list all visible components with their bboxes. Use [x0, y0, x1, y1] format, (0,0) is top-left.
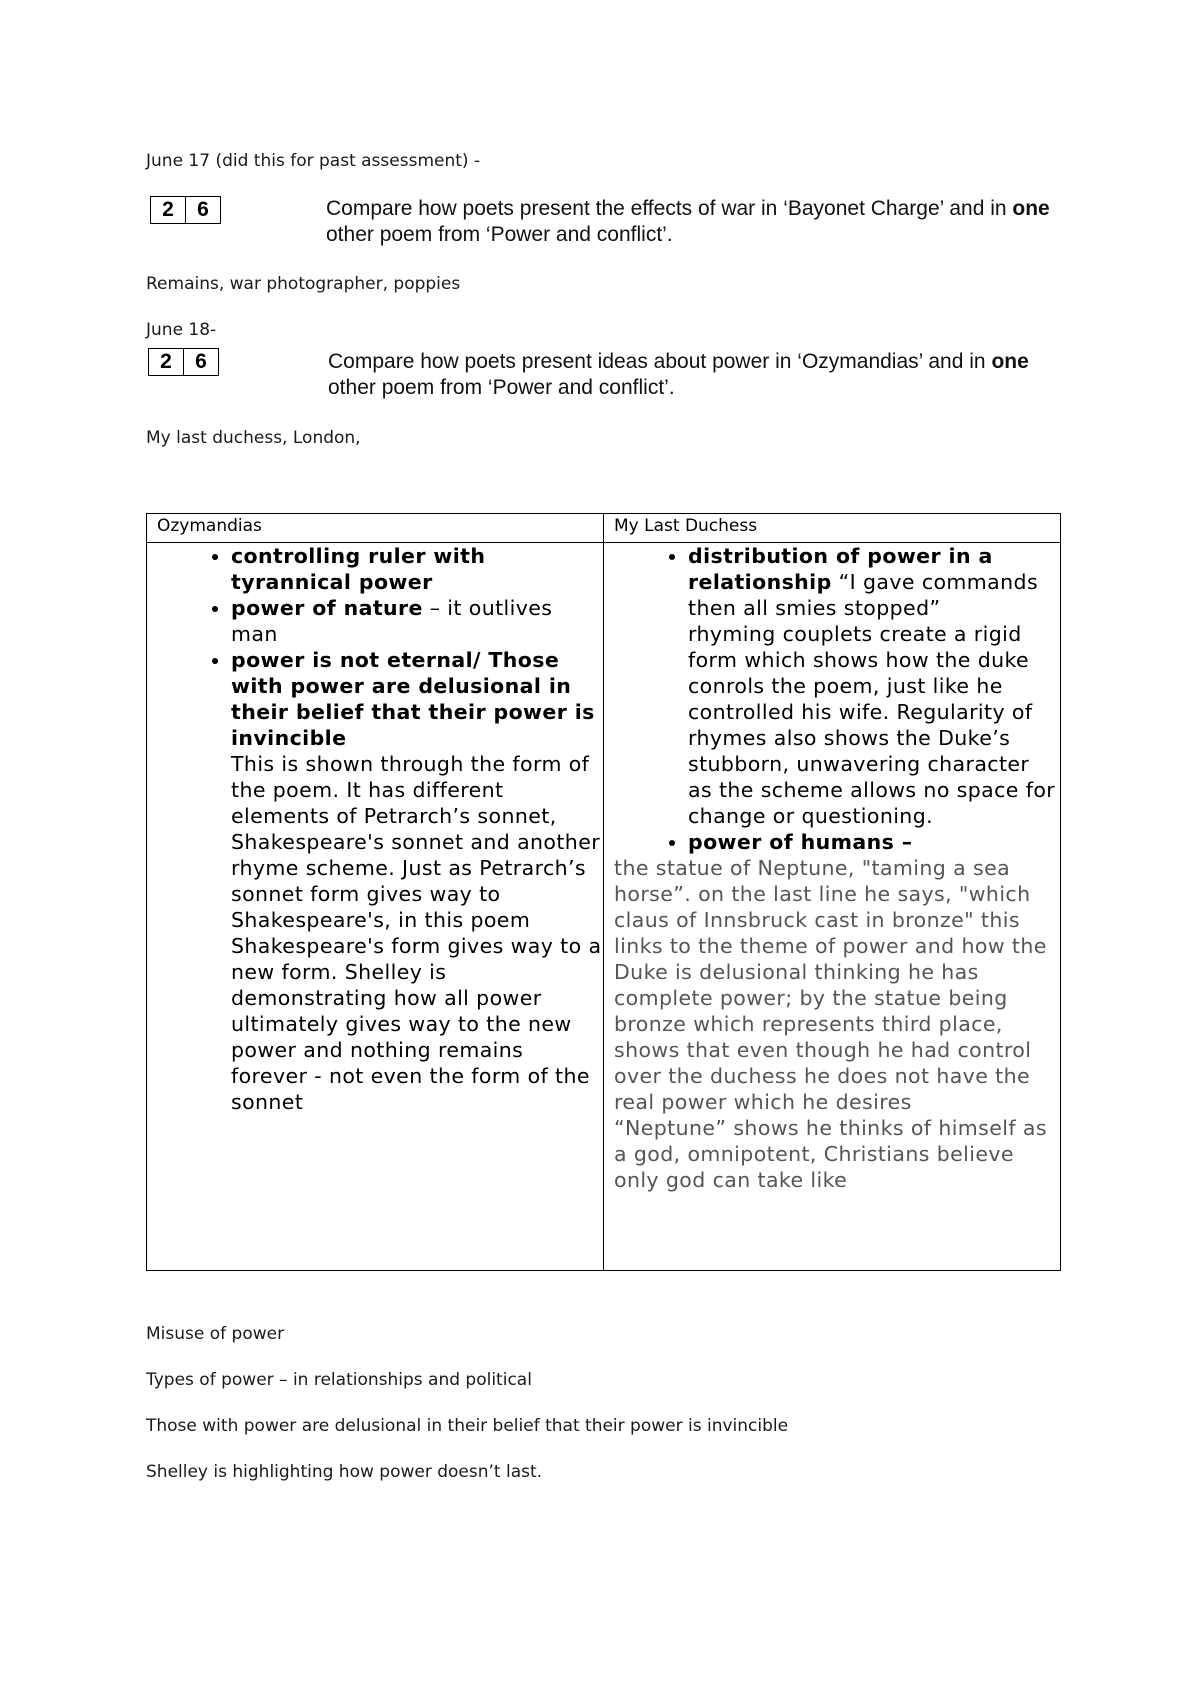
list-item: • power of nature – it outlives man [231, 595, 603, 647]
table-content-row [147, 543, 1061, 1271]
note-shelley-power: Shelley is highlighting how power doesn’t last. [146, 1462, 543, 1482]
june18-heading: June 18- [146, 320, 217, 340]
june17-poems: Remains, war photographer, poppies [146, 274, 461, 294]
comparison-table [146, 513, 1061, 1271]
exam-question [328, 349, 1088, 401]
question-number-digit: 2 [160, 350, 172, 373]
neptune-god-paragraph: “Neptune” shows he thinks of himself as a god, omnipotent, Christians believe only god can take like [614, 1116, 1047, 1192]
note-types-of-power: Types of power – in relationships and political [146, 1370, 532, 1390]
question-text: Compare how poets present ideas about power in ‘Ozymandias’ and in [328, 350, 992, 373]
list-item: • controlling ruler with tyrannical power [231, 543, 603, 595]
exam-question [326, 196, 1086, 248]
col-header-ozymandias: Ozymandias [147, 514, 604, 543]
question-emphasis: one [1012, 197, 1050, 220]
note-delusional-power: Those with power are delusional in their belief that their power is invincible [146, 1416, 789, 1436]
list-item: • distribution of power in a relationship “I gave commands then all smies stopped” rhyming couplets create a rigid form which shows how the duke conrols the poem, just like he controlled his wife. Regularity of rhymes also shows the Duke’s stubborn, unwavering character as the scheme allows no space for change or questioning. [688, 543, 1060, 829]
question-text: other poem from ‘Power and conflict’. [326, 223, 673, 246]
ozymandias-bullet-list [147, 543, 603, 1115]
question-number-digit: 6 [185, 197, 220, 223]
question-number-box [148, 348, 219, 376]
list-item: • power of humans – [688, 829, 1060, 855]
my-last-duchess-notes-cell [604, 543, 1061, 1271]
list-item: • power is not eternal/ Those with power are delusional in their belief that their power is invincible This is shown through the form of the poem. It has different elements of Petrarch’s sonnet, Shakespeare's sonnet and another rhyme scheme. Just as Petrarch’s sonnet form gives way to Shakespeare's, in this poem Shakespeare's form gives way to a new form. Shelley is demonstrating how all power ultimately gives way to the new power and nothing remains forever - not even the form of the sonnet [231, 647, 603, 1115]
june17-heading: June 17 (did this for past assessment) - [146, 151, 481, 171]
duchess-bullet-list [604, 543, 1060, 855]
question-text: other poem from ‘Power and conflict’. [328, 376, 675, 399]
question-number-digit: 2 [162, 198, 174, 221]
table-header-row [147, 514, 1061, 543]
june18-poems: My last duchess, London, [146, 428, 361, 448]
neptune-paragraph: the statue of Neptune, "taming a sea horse”. on the last line he says, "which claus of Innsbruck cast in bronze" this links to the theme of power and how the Duke is delusional thinking he has complete power; by the statue being bronze which represents third place, shows that even though he had control over the duchess he does not have the real power which he desires [614, 856, 1047, 1114]
question-number-digit: 6 [183, 349, 218, 375]
note-misuse-of-power: Misuse of power [146, 1324, 285, 1344]
question-text: Compare how poets present the effects of war in ‘Bayonet Charge’ and in [326, 197, 1013, 220]
col-header-my-last-duchess: My Last Duchess [604, 514, 1061, 543]
question-emphasis: one [991, 350, 1029, 373]
ozymandias-notes-cell [147, 543, 604, 1271]
question-number-box [150, 196, 221, 224]
